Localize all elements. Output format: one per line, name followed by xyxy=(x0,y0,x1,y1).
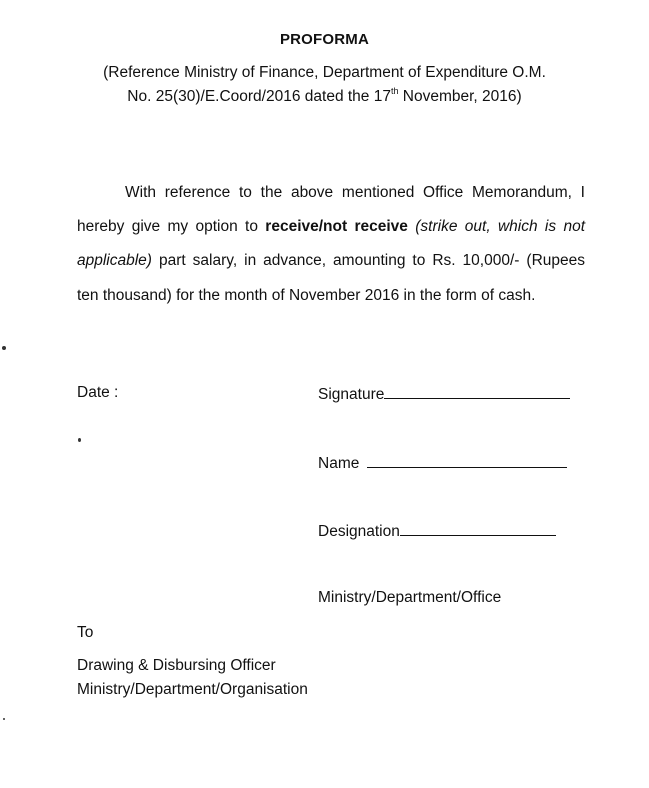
addressee-line-1: Drawing & Disbursing Officer xyxy=(77,657,276,674)
addressee-line-2: Ministry/Department/Organisation xyxy=(77,681,308,698)
name-label: Name xyxy=(318,455,364,472)
reference-line-2-end: November, 2016) xyxy=(398,88,522,106)
ordinal-suffix: th xyxy=(390,86,399,96)
date-label: Date : xyxy=(77,384,119,401)
scan-speck xyxy=(2,346,6,350)
designation-label: Designation xyxy=(318,523,400,540)
body-text-2: part salary, in advance, amounting to Rs. 10,000/- (Rupees ten thousand) for the month of November 2016 in the form of cash. xyxy=(77,252,585,304)
body-paragraph xyxy=(77,176,585,313)
reference-line-2 xyxy=(0,87,649,106)
scan-speck xyxy=(3,718,5,720)
signature-line[interactable] xyxy=(384,384,570,399)
designation-line[interactable] xyxy=(400,521,556,536)
to-label: To xyxy=(77,624,94,641)
option-text: receive/not receive xyxy=(265,218,408,236)
ministry-label: Ministry/Department/Office xyxy=(318,589,502,606)
designation-field[interactable] xyxy=(318,521,556,541)
reference-line-2-text: No. 25(30)/E.Coord/2016 dated the 17 xyxy=(127,88,391,106)
signature-field[interactable] xyxy=(318,384,570,404)
reference-line-1: (Reference Ministry of Finance, Department of Expenditure O.M. xyxy=(103,64,546,81)
signature-label: Signature xyxy=(318,386,385,403)
strike-instruction: (strike out, which is not applicable) xyxy=(77,218,585,270)
name-line[interactable] xyxy=(367,453,567,468)
body-text-1: With reference to the above mentioned Office Memorandum, I hereby give my option to xyxy=(77,184,585,236)
name-field[interactable] xyxy=(318,453,567,473)
page-title: PROFORMA xyxy=(279,31,370,48)
scan-speck xyxy=(78,438,81,442)
